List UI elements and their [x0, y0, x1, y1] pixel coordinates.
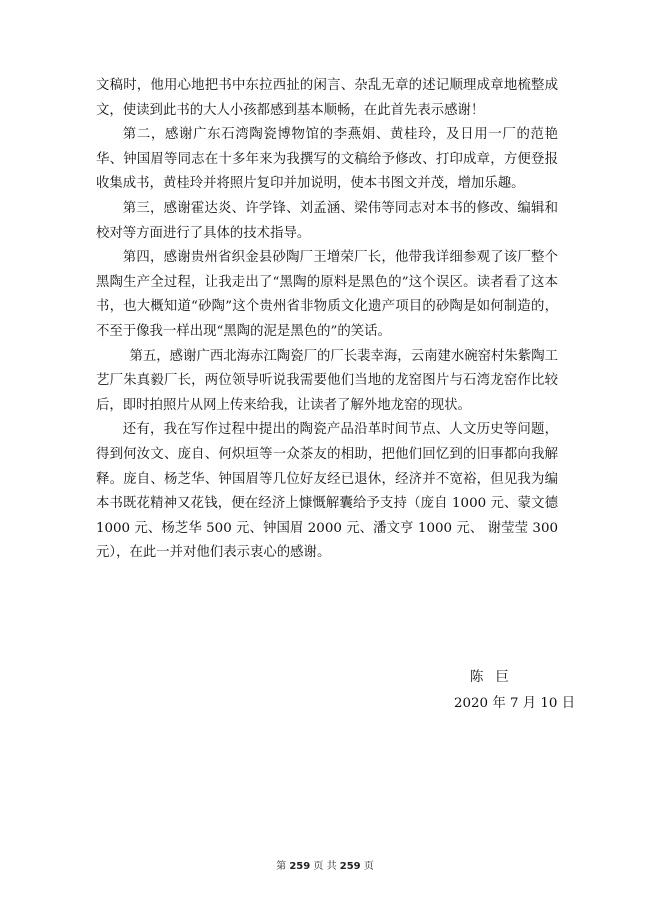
body-text: [96, 74, 558, 566]
footer-suffix: 页: [360, 861, 374, 872]
footer-prefix: 第: [276, 861, 290, 872]
footer-total-pages: 259: [339, 861, 361, 872]
signature-date: 2020 年 7 月 10 日: [454, 696, 576, 711]
footer-page-number: 259: [289, 861, 311, 872]
paragraph-closing: 还有，我在写作过程中提出的陶瓷产品沿革时间节点、人文历史等问题，得到何汝文、庞自、何炽垣等一众茶友的相助，把他们回忆到的旧事都向我解释。庞自、杨芝华、钟国眉等几位好友经已退休，经济并不宽裕，但见我为编本书既花精神又花钱，便在经济上慷慨解囊给予支持（庞自 1000 元、蒙文德 1000 元、杨芝华 500 元、钟国眉 2000 元、潘文亨 1000 元、 谢莹莹 300 元），在此一并对他们表示衷心的感谢。: [96, 422, 558, 561]
paragraph-second: 第二，感谢广东石湾陶瓷博物馆的李燕娟、黄桂玲，及日用一厂的范艳华、钟国眉等同志在十多年来为我撰写的文稿给予修改、打印成章，方便登报收集成书，黄桂玲并将照片复印并加说明，使本书图文并茂，增加乐趣。: [96, 127, 558, 192]
paragraph-continuation: 文稿时，他用心地把书中东拉西扯的闲言、杂乱无章的述记顺理成章地梳整成文，使读到此书的大人小孩都感到基本顺畅，在此首先表示感谢！: [96, 78, 558, 118]
paragraph-fourth: 第四，感谢贵州省织金县砂陶厂王增荣厂长，他带我详细参观了该厂整个黑陶生产全过程，让我走出了“黑陶的原料是黑色的”这个误区。读者看了这本书，也大概知道“砂陶”这个贵州省非物质文化遗产项目的砂陶是如何制造的，不至于像我一样出现“黑陶的泥是黑色的”的笑话。: [96, 250, 558, 339]
paragraph-third: 第三，感谢霍达炎、许学锋、刘孟涵、梁伟等同志对本书的修改、编辑和校对等方面进行了具体的技术指导。: [96, 200, 558, 241]
author-signature: 陈巨: [470, 670, 521, 685]
page-footer: [0, 857, 650, 872]
footer-middle: 页 共: [310, 861, 340, 872]
paragraph-fifth: 第五，感谢广西北海赤江陶瓷厂的厂长裴幸海，云南建水碗窑村朱紫陶工艺厂朱真毅厂长，两位领导听说我需要他们当地的龙窑图片与石湾龙窑作比较后，即时拍照片从网上传来给我，让读者了解外地龙窑的现状。: [96, 348, 558, 413]
